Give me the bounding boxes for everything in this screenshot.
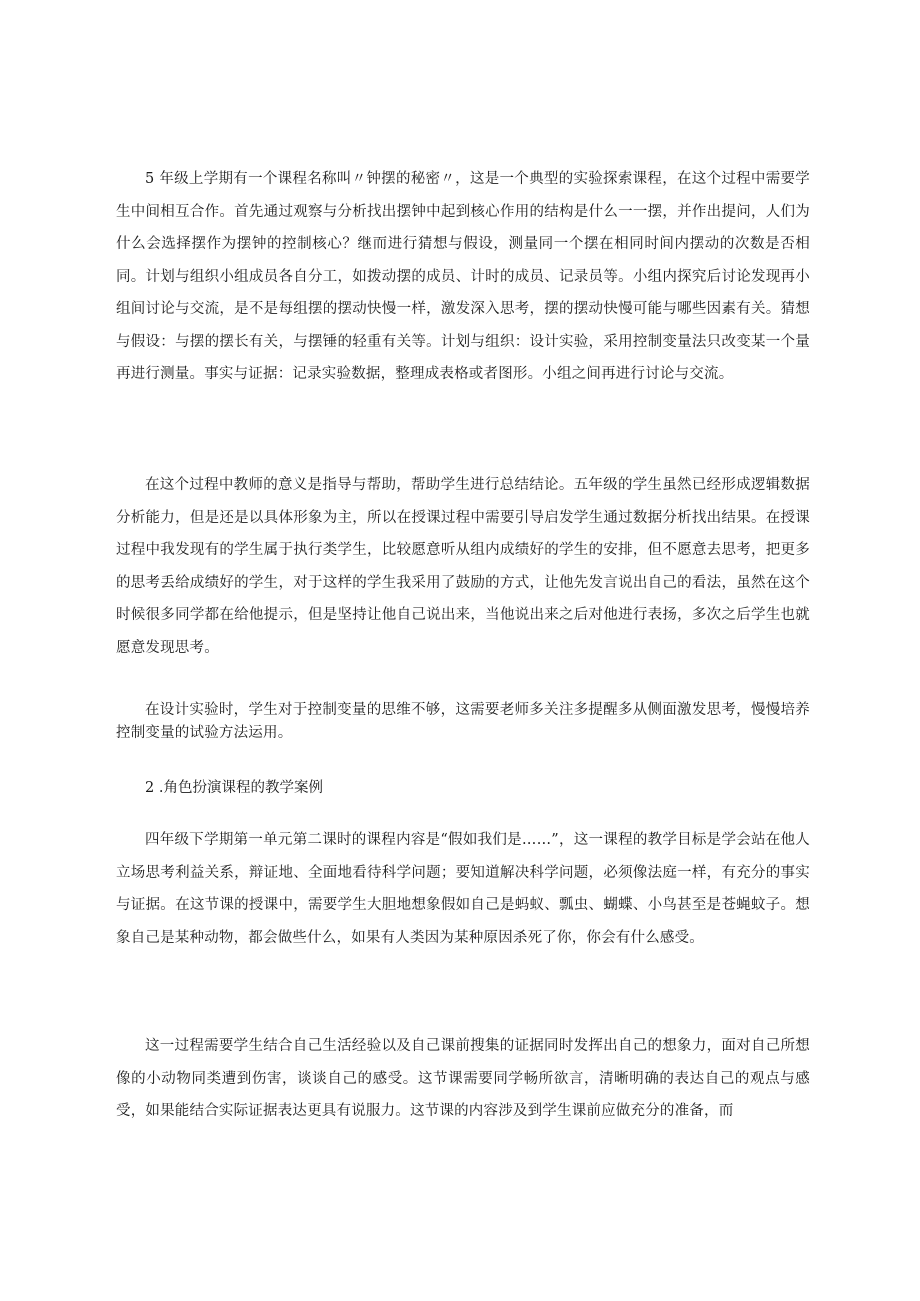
- paragraph-role-play-lesson: 四年级下学期第一单元第二课时的课程内容是“假如我们是……”，这一课程的教学目标是学会站在他人立场思考利益关系，辩证地、全面地看待科学问题；要知道解决科学问题，必须像法庭一样，有充分的事实与证据。在这节课的授课中，需要学生大胆地想象假如自己是蚂蚁、瓢虫、蝴蝶、小鸟甚至是苍蝇蚊子。想象自己是某种动物，都会做些什么，如果有人类因为某种原因杀死了你，你会有什么感受。: [116, 832, 810, 946]
- paragraph-pendulum-lesson: 5 年级上学期有一个课程名称叫〃钟摆的秘密〃，这是一个典型的实验探索课程，在这个过程中需要学生中间相互合作。首先通过观察与分析找出摆钟中起到核心作用的结构是什么一一摆，并作出提问，人们为什么会选择摆作为摆钟的控制核心？继而进行猜想与假设，测量同一个摆在相同时间内摆动的次数是否相同。计划与组织小组成员各自分工，如拨动摆的成员、计时的成员、记录员等。小组内探究后讨论发现再小组间讨论与交流，是不是每组摆的摆动快慢一样，激发深入思考，摆的摆动快慢可能与哪些因素有关。猜想与假设：与摆的摆长有关，与摆锤的轻重有关等。计划与组织：设计实验，采用控制变量法只改变某一个量再进行测量。事实与证据：记录实验数据，整理成表格或者图形。小组之间再进行讨论与交流。: [116, 171, 810, 382]
- paragraph-teacher-role: 在这个过程中教师的意义是指导与帮助，帮助学生进行总结结论。五年级的学生虽然已经形成逻辑数据分析能力，但是还是以具体形象为主，所以在授课过程中需要引导启发学生通过数据分析找出结果。在授课过程中我发现有的学生属于执行类学生，比较愿意听从组内成绩好的学生的安排，但不愿意去思考，把更多的思考丢给成绩好的学生，对于这样的学生我采用了鼓励的方式，让他先发言说出自己的看法，虽然在这个时候很多同学都在给他提示，但是坚持让他自己说出来，当他说出来之后对他进行表扬，多次之后学生也就愿意发现思考。: [116, 477, 810, 656]
- paragraph-student-imagination: 这一过程需要学生结合自己生活经验以及自己课前搜集的证据同时发挥出自己的想象力，面对自己所想像的小动物同类遭到伤害，谈谈自己的感受。这节课需要同学畅所欲言，清晰明确的表达自己的观点与感受，如果能结合实际证据表达更具有说服力。这节课的内容涉及到学生课前应做充分的准备，而: [116, 1038, 810, 1119]
- paragraph-control-variable: 在设计实验时，学生对于控制变量的思维不够，这需要老师多关注多提醒多从侧面激发思考，慢慢培养控制变量的试验方法运用。: [116, 702, 810, 741]
- section-heading-role-play: 2 .角色扮演课程的教学案例: [145, 780, 323, 796]
